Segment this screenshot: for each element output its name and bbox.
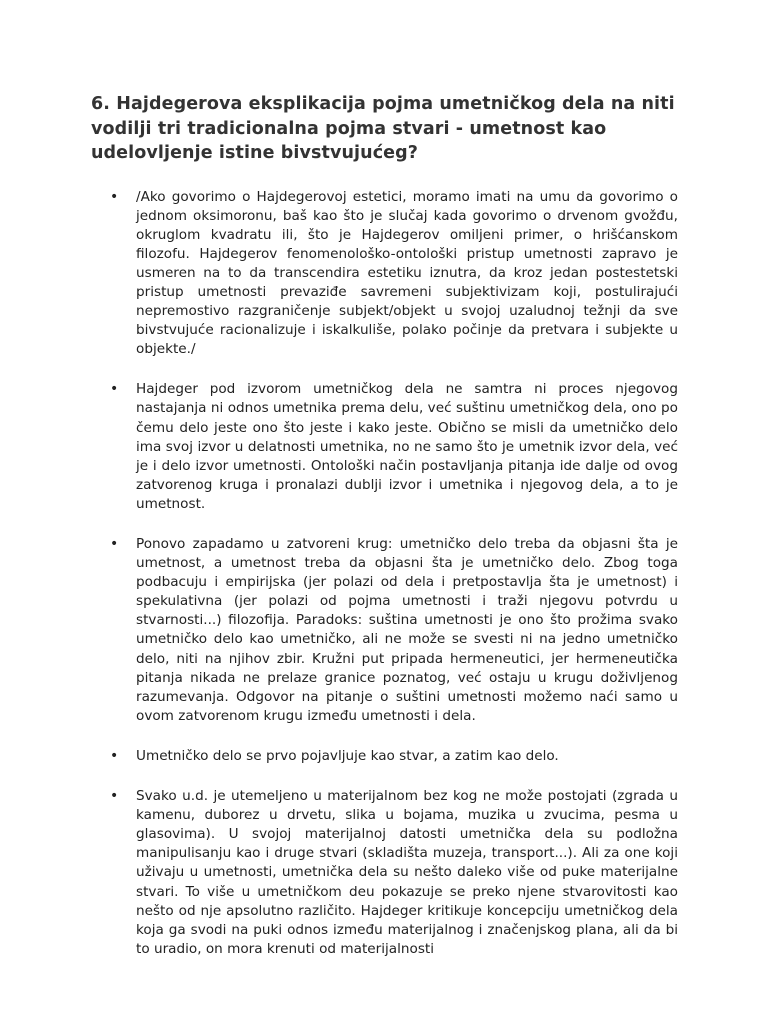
document-page	[91, 92, 678, 977]
bullet-icon: •	[110, 747, 119, 764]
bullet-list	[91, 188, 678, 959]
paragraph-text: Umetničko delo se prvo pojavljuje kao stvar, a zatim kao delo.	[136, 747, 559, 764]
list-item	[91, 535, 678, 726]
bullet-icon: •	[110, 788, 119, 805]
bullet-icon: •	[110, 188, 119, 205]
bullet-icon: •	[110, 381, 119, 398]
section-heading: 6. Hajdegerova eksplikacija pojma umetničkog dela na niti vodilji tri tradicionalna pojma stvari - umetnost kao udelovljenje istine bivstvujućeg?	[91, 94, 675, 163]
list-item	[91, 188, 678, 360]
bullet-icon: •	[110, 536, 119, 552]
paragraph-text: /Ako govorimo o Hajdegerovoj estetici, moramo imati na umu da govorimo o jednom oksimoronu, baš kao što je slučaj kada govorimo o drvenom gvožđu, okruglom kvadratu ili, što je Hajdegerov omiljeni primer, o hrišćanskom filozofu. Hajdegerov fenomenološko-ontološki pristup umetnosti zapravo je usmeren na to da transcendira estetiku iznutra, da kroz jedan postestetski pristup umetnosti prevaziđe savremeni subjektivizam koji, postulirajući nepremostivo razgraničenje subjekt/objekt u svojoj uzaludnoj težnji da sve bivstvujuće racionalizuje i iskalkuliše, polako počinje da pretvara i subjekte u objekte./	[136, 188, 678, 358]
list-item	[91, 787, 678, 959]
list-item	[91, 747, 678, 766]
paragraph-text: Ponovo zapadamo u zatvoreni krug: umetničko delo treba da objasni šta je umetnost, a umetnost treba da objasni šta je umetničko delo. Zbog toga podbacuju i empirijska (jer polazi od dela i pretpostavlja šta je umetnost) i spekulativna (jer polazi od pojma umetnosti i traži njegovu potvrdu u stvarnosti...) filozofija. Paradoks: suština umetnosti je ono što prožima svako umetničko delo kao umetničko, ali ne može se svesti ni na jedno umetničko delo, niti na njihov zbir. Kružni put pripada hermeneutici, jer hermeneutička pitanja nikada ne prelaze granice poznatog, već ostaju u krugu doživljenog razumevanja. Odgovor na pitanje o suštini umetnosti možemo naći samo u ovom zatvorenom krugu između umetnosti i dela.	[136, 536, 678, 724]
paragraph-text: Hajdeger pod izvorom umetničkog dela ne samtra ni proces njegovog nastajanja ni odnos umetnika prema delu, već suštinu umetničkog dela, ono po čemu delo jeste ono što jeste i kako jeste. Obično se misli da umetničko delo ima svoj izvor u delatnosti umetnika, no ne samo što je umetnik izvor dela, već je i delo izvor umetnosti. Ontološki način postavljanja pitanja ide dalje od ovog zatvorenog kruga i pronalazi dublji izvor i umetnika i njegovog dela, a to je umetnost.	[136, 381, 678, 512]
list-item	[91, 380, 678, 514]
paragraph-text: Svako u.d. je utemeljeno u materijalnom bez kog ne može postojati (zgrada u kamenu, duborez u drvetu, slika u bojama, muzika u zvucima, pesma u glasovima). U svojoj materijalnoj datosti umetnička dela su podložna manipulisanju kao i druge stvari (skladišta muzeja, transport...). Ali za one koji uživaju u umetnosti, umetnička dela su nešto daleko više od puke materijalne stvari. To više u umetničkom deu pokazuje se preko njene stvarovitosti kao nešto od nje apsolutno različito. Hajdeger kritikuje koncepciju umetničkog dela koja ga svodi na puki odnos između materijalnog i značenjskog plana, ali da bi to uradio, on mora krenuti od materijalnosti	[136, 788, 678, 957]
